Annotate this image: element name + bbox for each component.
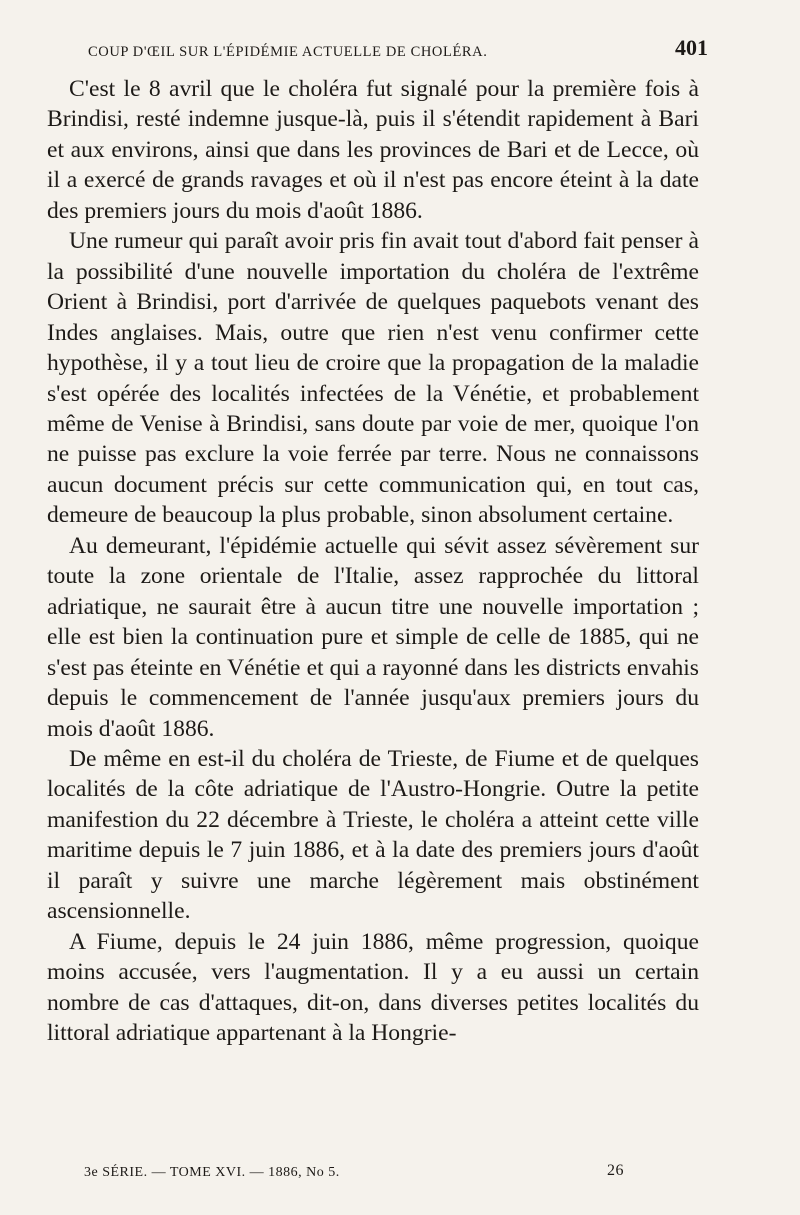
signature-mark: 26 (607, 1162, 624, 1179)
running-title: COUP D'ŒIL SUR L'ÉPIDÉMIE ACTUELLE DE CHOLÉRA. (88, 44, 488, 60)
paragraph: Une rumeur qui paraît avoir pris fin avait tout d'abord fait penser à la possibilité d'une nouvelle importation du choléra de l'extrême Orient à Brindisi, port d'arrivée de quelques paquebots venant des Indes anglaises. Mais, outre que rien n'est venu confirmer cette hypothèse, il y a tout lieu de croire que la propagation de la maladie s'est opérée des localités infectées de la Vénétie, et probablement même de Venise à Brindisi, sans doute par voie de mer, quoique l'on ne puisse pas exclure la voie ferrée par terre. Nous ne connaissons aucun document précis sur cette communication qui, en tout cas, demeure de beaucoup la plus probable, sinon absolument certaine. (47, 228, 699, 529)
paragraph: C'est le 8 avril que le choléra fut signalé pour la première fois à Brindisi, resté indemne jusque-là, puis il s'étendit rapidement à Bari et aux environs, ainsi que dans les provinces de Bari et de Lecce, où il a exercé de grands ravages et où il n'est pas encore éteint à la date des premiers jours du mois d'août 1886. (47, 76, 699, 224)
paragraph: De même en est-il du choléra de Trieste, de Fiume et de quelques localités de la côte adriatique de l'Austro-Hongrie. Outre la petite manifestion du 22 décembre à Trieste, le choléra a atteint cette ville maritime depuis le 7 juin 1886, et à la date des premiers jours d'août il paraît y suivre une marche légèrement mais obstinément ascensionnelle. (47, 745, 699, 925)
paragraph: Au demeurant, l'épidémie actuelle qui sévit assez sévèrement sur toute la zone orientale de l'Italie, assez rapprochée du littoral adriatique, ne saurait être à aucun titre une nouvelle importation ; elle est bien la continuation pure et simple de celle de 1885, qui ne s'est pas éteinte en Vénétie et qui a rayonné dans les districts envahis depuis le commencement de l'année jusqu'aux premiers jours du mois d'août 1886. (47, 532, 699, 742)
series-line: 3e SÉRIE. — TOME XVI. — 1886, No 5. (84, 1165, 340, 1180)
body-text (47, 74, 699, 1049)
paragraph: A Fiume, depuis le 24 juin 1886, même progression, quoique moins accusée, vers l'augmentation. Il y a eu aussi un certain nombre de cas d'attaques, dit-on, dans diverses petites localités du littoral adriatique appartenant à la Hongrie- (47, 928, 699, 1047)
page-number: 401 (675, 35, 708, 60)
